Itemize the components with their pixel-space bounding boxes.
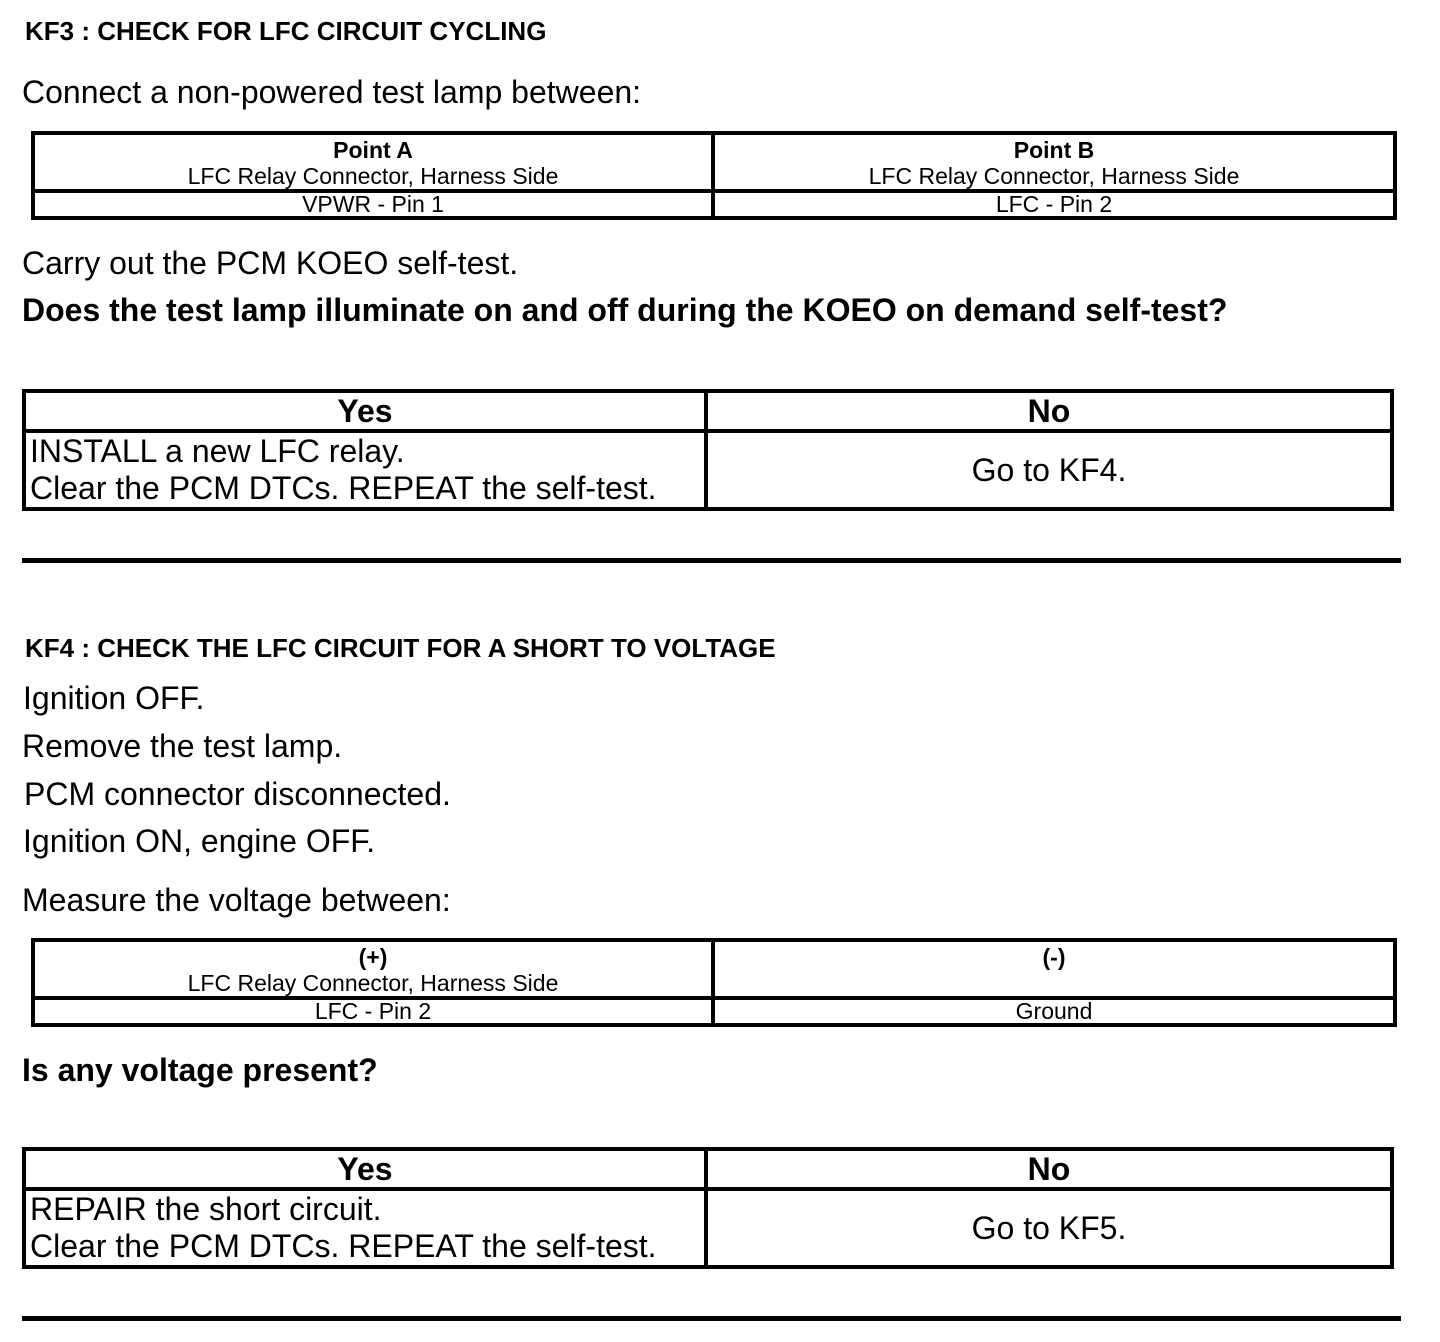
kf3-point-a-sub: LFC Relay Connector, Harness Side [187,163,559,189]
kf3-point-a-value: VPWR - Pin 1 [33,191,713,218]
kf3-point-b-title: Point B [1013,137,1095,163]
kf3-point-b-header [713,133,1395,191]
kf3-instruction: Carry out the PCM KOEO self-test. [22,245,519,281]
kf3-question: Does the test lamp illuminate on and off during the KOEO on demand self-test? [22,292,1228,328]
kf4-result-header-row [24,1149,1392,1189]
kf3-connection-header-row [33,133,1395,191]
kf4-yes-label: Yes [24,1149,706,1189]
kf4-connection-header-row [33,940,1395,998]
kf4-negative-value: Ground [713,998,1395,1025]
kf3-no-label: No [706,391,1392,431]
kf3-point-b-value: LFC - Pin 2 [713,191,1395,218]
kf3-connection-value-row [33,191,1395,218]
kf3-connection-table [31,131,1397,220]
kf3-heading: KF3 : CHECK FOR LFC CIRCUIT CYCLING [25,16,547,46]
kf3-yes-line2: Clear the PCM DTCs. REPEAT the self-test. [30,470,657,506]
kf4-yes-line1: REPAIR the short circuit. [30,1191,382,1227]
kf3-point-a-header [33,133,713,191]
kf3-result-table [22,389,1394,511]
kf4-result-table [22,1147,1394,1269]
kf4-connection-table [31,938,1397,1027]
kf4-positive-sub: LFC Relay Connector, Harness Side [187,970,559,996]
kf3-yes-line1: INSTALL a new LFC relay. [30,433,405,469]
kf4-heading: KF4 : CHECK THE LFC CIRCUIT FOR A SHORT TO VOLTAGE [25,633,776,663]
kf3-yes-label: Yes [24,391,706,431]
section-divider-2 [22,1316,1401,1321]
kf4-no-label: No [706,1149,1392,1189]
kf4-connection-value-row [33,998,1395,1025]
kf4-step-3: PCM connector disconnected. [24,776,451,812]
kf4-step-4: Ignition ON, engine OFF. [23,823,376,859]
kf4-negative-title: (-) [1042,944,1066,970]
kf4-negative-header [713,940,1395,998]
kf3-point-a-title: Point A [333,137,413,163]
kf3-yes-action [24,431,706,509]
kf4-yes-line2: Clear the PCM DTCs. REPEAT the self-test. [30,1228,657,1264]
kf4-no-action: Go to KF5. [706,1189,1392,1267]
kf3-no-action: Go to KF4. [706,431,1392,509]
kf4-intro: Measure the voltage between: [22,882,451,918]
kf4-step-2: Remove the test lamp. [22,728,343,764]
kf4-step-1: Ignition OFF. [23,680,205,716]
kf4-positive-value: LFC - Pin 2 [33,998,713,1025]
section-divider-1 [22,558,1401,563]
kf3-result-header-row [24,391,1392,431]
kf4-yes-action [24,1189,706,1267]
kf3-result-body-row [24,431,1392,509]
kf4-positive-title: (+) [358,944,388,970]
kf4-result-body-row [24,1189,1392,1267]
kf4-question: Is any voltage present? [22,1052,378,1088]
kf3-intro: Connect a non-powered test lamp between: [22,74,642,110]
kf3-point-b-sub: LFC Relay Connector, Harness Side [868,163,1240,189]
kf4-positive-header [33,940,713,998]
